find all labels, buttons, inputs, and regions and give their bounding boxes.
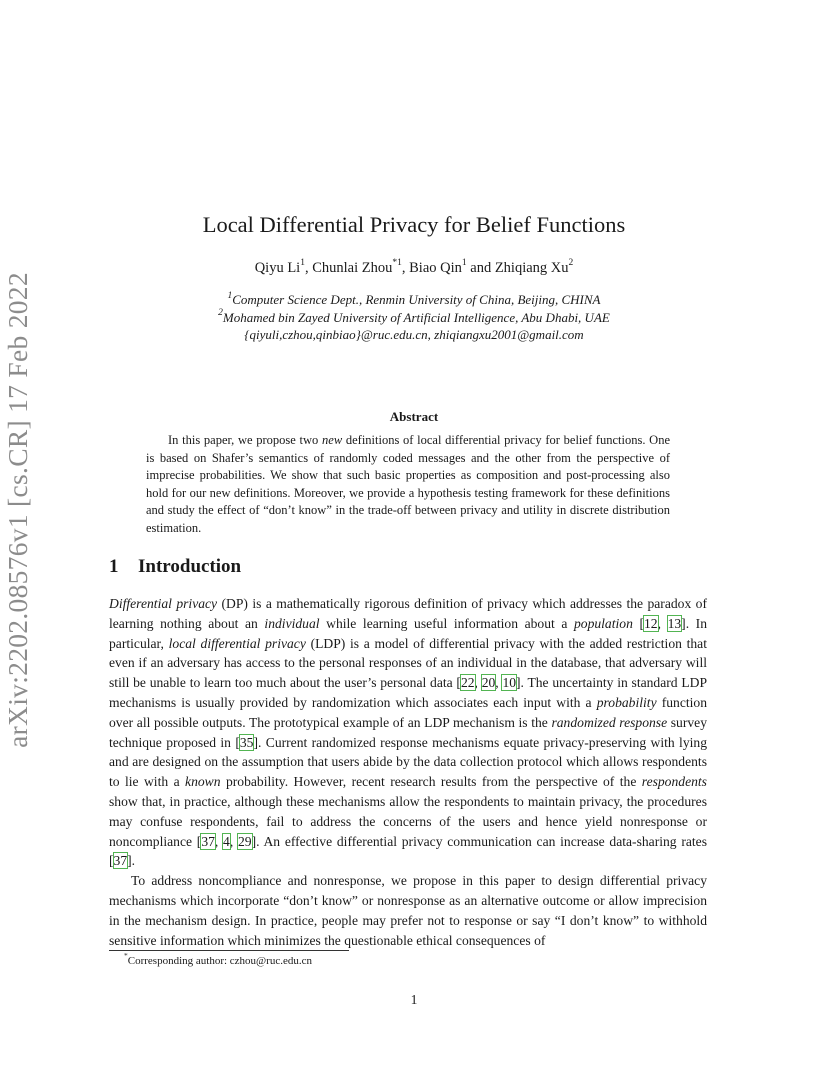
text-run: definitions of local differential privacy for belief functions. One is based on Shafer’s semantics of randomly coded messages and the other from the perspective of imprecise probabilities. We show that such basic properties as composition and post-processing also hold for our new definitions. Moreover, we provide a hypothesis testing framework for these definitions and study the effect of “don’t know” in the trade-off between privacy and utility in discrete distribution estimation. bbox=[146, 433, 670, 535]
affiliation-text: Computer Science Dept., Renmin University of China, Beijing, CHINA bbox=[232, 292, 601, 307]
citation-link[interactable]: 20 bbox=[481, 675, 496, 691]
page-number: 1 bbox=[410, 992, 418, 1007]
footnote-rule bbox=[109, 950, 349, 951]
author-affiliation-mark: *1 bbox=[392, 258, 402, 269]
arxiv-id-text: arXiv:2202.08576v1 [cs.CR] 17 Feb 2022 bbox=[2, 272, 33, 748]
text-run: probability. However, recent research results from the perspective of the bbox=[220, 774, 642, 790]
author-name: Biao Qin bbox=[409, 260, 462, 276]
text-run: To address noncompliance and nonresponse, we propose in this paper to design differential privacy mechanisms which incorporate “don’t know” or nonresponse as an alternative outcome or allow imprecision in the mechanism design. In practice, people may prefer not to response or say “I don’t know” to withhold sensitive information which minimizes the questionable ethical consequences of bbox=[109, 873, 707, 948]
paper-title: Local Differential Privacy for Belief Functions bbox=[202, 212, 626, 237]
author-affiliation-mark: 1 bbox=[300, 258, 305, 269]
text-run: show that, in practice, although these mechanisms allow the respondents to maintain privacy, the procedures may confuse respondents, fail to address the concerns of the users and hence yield nonresponse or noncompliance [ bbox=[109, 793, 707, 849]
citation-link[interactable]: 4 bbox=[223, 833, 230, 849]
abstract-text bbox=[146, 432, 670, 537]
author-name: Chunlai Zhou bbox=[312, 260, 393, 276]
text-run: In this paper, we propose two bbox=[168, 433, 323, 447]
email-line bbox=[0, 326, 828, 344]
section-number: 1 bbox=[109, 556, 119, 577]
body-paragraph bbox=[109, 871, 707, 950]
author-affiliation-mark: 2 bbox=[568, 258, 574, 269]
body-paragraph bbox=[109, 594, 707, 871]
email-text: {qiyuli,czhou,qinbiao}@ruc.edu.cn, zhiqiangxu2001@gmail.com bbox=[244, 327, 584, 342]
text-run: , bbox=[214, 833, 224, 849]
author-affiliation-mark: 1 bbox=[461, 258, 467, 269]
text-run: (LDP) is a model of differential privacy with the added restriction that even if an adversary has access to the personal responses of an individual in the database, that adversary will still be unable to learn too much about the user’s personal data [ bbox=[109, 635, 707, 691]
emphasis-text: known bbox=[185, 774, 221, 790]
abstract-heading: Abstract bbox=[389, 409, 439, 424]
emphasis-text: new bbox=[322, 433, 343, 447]
author-name: Qiyu Li bbox=[254, 260, 301, 276]
affiliation-line bbox=[0, 309, 828, 327]
citation-link[interactable]: 37 bbox=[113, 853, 128, 869]
citation-link[interactable]: 29 bbox=[237, 833, 252, 849]
affiliation-mark: 1 bbox=[227, 290, 233, 301]
text-run: ]. An effective differential privacy communication can increase data-sharing rates [ bbox=[109, 833, 707, 869]
text-run: function over all possible outputs. The prototypical example of an LDP mechanism is the bbox=[109, 694, 708, 730]
text-run: , bbox=[474, 675, 482, 691]
author-list bbox=[0, 258, 828, 278]
citation-link[interactable]: 12 bbox=[644, 615, 658, 631]
text-run: ]. Current randomized response mechanisms equate privacy-preserving with lying and are designed on the assumption that users abide by the data collection protocol which allows respondents to lie with a bbox=[109, 734, 707, 790]
text-run: [ bbox=[632, 615, 644, 631]
affiliation-line bbox=[0, 291, 828, 309]
body-text bbox=[109, 594, 707, 950]
affiliation-mark: 2 bbox=[218, 308, 223, 319]
text-run: ]. The uncertainty in standard LDP mechanisms is usually provided by randomization which associates each input with a bbox=[109, 675, 708, 710]
author-name: Zhiqiang Xu bbox=[494, 260, 569, 276]
citation-link[interactable]: 13 bbox=[667, 615, 682, 631]
emphasis-text: individual bbox=[264, 615, 320, 631]
citation-link[interactable]: 35 bbox=[239, 734, 254, 750]
author-separator: and bbox=[466, 260, 495, 276]
text-run: (DP) is a mathematically rigorous definition of privacy which addresses the paradox of learning nothing about an bbox=[109, 596, 707, 631]
citation-link[interactable]: 22 bbox=[460, 675, 475, 691]
text-run: survey technique proposed in [ bbox=[109, 714, 707, 750]
text-run: , bbox=[495, 675, 503, 691]
affiliation-block bbox=[0, 291, 828, 344]
citation-link[interactable]: 10 bbox=[502, 675, 517, 691]
footnote bbox=[124, 951, 312, 968]
emphasis-text: probability bbox=[596, 694, 657, 710]
text-run: ]. In particular, bbox=[109, 615, 707, 651]
affiliation-text: Mohamed bin Zayed University of Artificial Intelligence, Abu Dhabi, UAE bbox=[222, 309, 610, 325]
author-separator: , bbox=[304, 260, 313, 276]
section-heading bbox=[109, 556, 241, 578]
text-run: , bbox=[657, 615, 668, 631]
emphasis-text: population bbox=[573, 615, 633, 631]
text-run: while learning useful information about a bbox=[319, 615, 574, 631]
footnote-mark: * bbox=[124, 951, 128, 961]
text-run: ]. bbox=[127, 853, 136, 869]
footnote-text: Corresponding author: czhou@ruc.edu.cn bbox=[127, 955, 312, 967]
citation-link[interactable]: 37 bbox=[201, 833, 215, 849]
author-separator: , bbox=[401, 260, 410, 276]
emphasis-text: local differential privacy bbox=[168, 635, 306, 651]
section-title: Introduction bbox=[138, 556, 242, 577]
emphasis-text: respondents bbox=[641, 774, 707, 790]
emphasis-text: randomized response bbox=[551, 714, 668, 730]
text-run: , bbox=[229, 833, 238, 849]
emphasis-text: Differential privacy bbox=[109, 596, 218, 611]
